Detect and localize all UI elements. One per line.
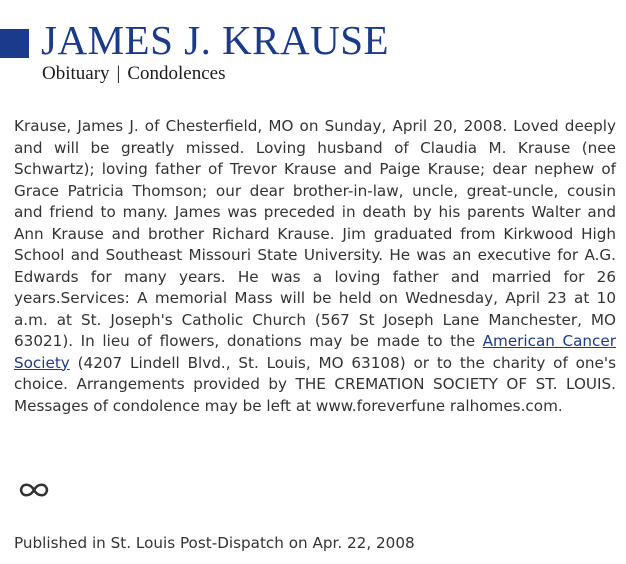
obituary-link[interactable]: Obituary [42,63,110,84]
published-info: Published in St. Louis Post-Dispatch on Apr. 22, 2008 [14,534,415,552]
header-nav [42,62,226,86]
infinity-icon [16,480,52,500]
page-title: JAMES J. KRAUSE [41,17,390,63]
american-cancer-society-link[interactable]: American Cancer Society [14,332,616,372]
obituary-text-part-2: (4207 Lindell Blvd., St. Louis, MO 63108) or to the charity of one's choice. Arrangements provided by THE CREMATION SOCIETY OF ST. LOUIS. Messages of condolence may be left at www.foreverfune ralhomes.com. [14,353,616,415]
nav-separator: | [116,63,121,84]
header-accent-block [0,29,29,58]
condolences-link[interactable]: Condolences [127,63,226,84]
obituary-text [14,116,616,417]
obituary-text-part-1: Krause, James J. of Chesterfield, MO on Sunday, April 20, 2008. Loved deeply and will be greatly missed. Loving husband of Claudia M. Krause (nee Schwartz); loving father of Trevor Krause and Paige Krause; dear nephew of Grace Patricia Thomson; our dear brother-in-law, uncle, great-uncle, cousin and friend to many. James was preceded in death by his parents Walter and Ann Krause and brother Richard Krause. Jim graduated from Kirkwood High School and Southeast Missouri State University. He was an executive for A.G. Edwards for many years. He was a loving father and married for 26 years.Services: A memorial Mass will be held on Wednesday, April 23 at 10 a.m. at St. Joseph's Catholic Church (567 St Joseph Lane Manchester, MO 63021). In lieu of flowers, donations may be made to the [14,117,616,350]
